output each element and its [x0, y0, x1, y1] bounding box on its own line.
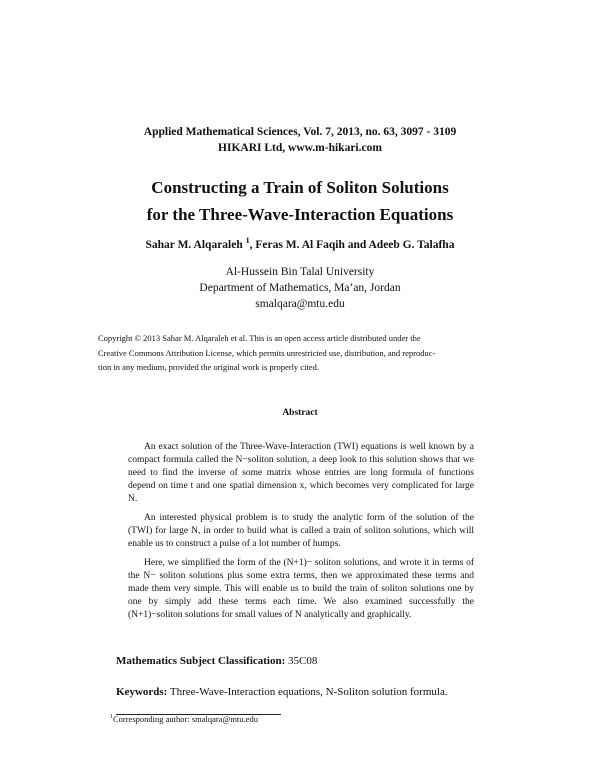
- keywords: [116, 686, 448, 698]
- msc-classification: [116, 655, 317, 667]
- department: Department of Mathematics, Ma’an, Jordan: [199, 282, 401, 294]
- journal-citation: Applied Mathematical Sciences, Vol. 7, 2013, no. 63, 3097 - 3109: [143, 126, 457, 138]
- footnote-text: Corresponding author: smalqara@mtu.edu: [112, 714, 258, 724]
- copyright-notice: [98, 331, 502, 375]
- abstract-paragraph-3: Here, we simplified the form of the (N+1)− soliton solutions, and wrote it in terms of the N− soliton solutions plus some extra terms, then we approximated these terms and made them very simple. This will enable us to build the train of soliton solutions one by one by simply add these terms each time. We also examined successfully the (N+1)−soliton solutions for small values of N analytically and graphically.: [128, 558, 474, 620]
- publisher-line: HIKARI Ltd, www.m-hikari.com: [218, 142, 382, 154]
- footnote: [110, 714, 258, 724]
- abstract-paragraph-1: An exact solution of the Three-Wave-Interaction (TWI) equations is well known by a compact formula called the N−soliton solution, a deep look to this solution shows that we need to find the inverse of some matrix whose entries are long formula of functions depend on time t and one spatial dimension x, which becomes very complicated for large N.: [128, 442, 474, 504]
- author-email: smalqara@mtu.edu: [255, 298, 345, 310]
- footnote-mark: 1: [110, 714, 113, 721]
- title-line-2: for the Three-Wave-Interaction Equations: [146, 205, 454, 224]
- first-author: Sahar M. Alqaraleh: [145, 238, 243, 251]
- copyright-line-2: Creative Commons Attribution License, which permits unrestricted use, distribution, and reproduc-: [98, 347, 436, 358]
- copyright-line-3: tion in any medium, provided the original work is properly cited.: [98, 362, 319, 372]
- abstract-paragraph-2: An interested physical problem is to study the analytic form of the solution of the (TWI) for large N, in order to build what is called a train of soliton solutions, which will enable us to construct a pulse of a lot number of humps.: [128, 513, 474, 549]
- msc-code: 35C08: [288, 655, 318, 667]
- other-authors: , Feras M. Al Faqih and Adeeb G. Talafha: [249, 238, 455, 251]
- abstract-body: [128, 441, 474, 628]
- paper-title: [0, 174, 600, 228]
- journal-header: [0, 124, 600, 156]
- msc-label: Mathematics Subject Classification:: [116, 655, 286, 667]
- university: Al-Hussein Bin Talal University: [225, 266, 375, 278]
- title-line-1: Constructing a Train of Soliton Solutions: [151, 178, 449, 197]
- affiliation: [0, 264, 600, 312]
- keywords-text: Three-Wave-Interaction equations, N-Soliton solution formula.: [169, 686, 448, 698]
- keywords-label: Keywords:: [116, 686, 168, 698]
- author-list: [0, 236, 600, 251]
- abstract-heading: Abstract: [282, 408, 318, 418]
- author-footnote-mark: 1: [245, 236, 250, 245]
- copyright-line-1: Copyright © 2013 Sahar M. Alqaraleh et al. This is an open access article distributed under the: [98, 333, 421, 343]
